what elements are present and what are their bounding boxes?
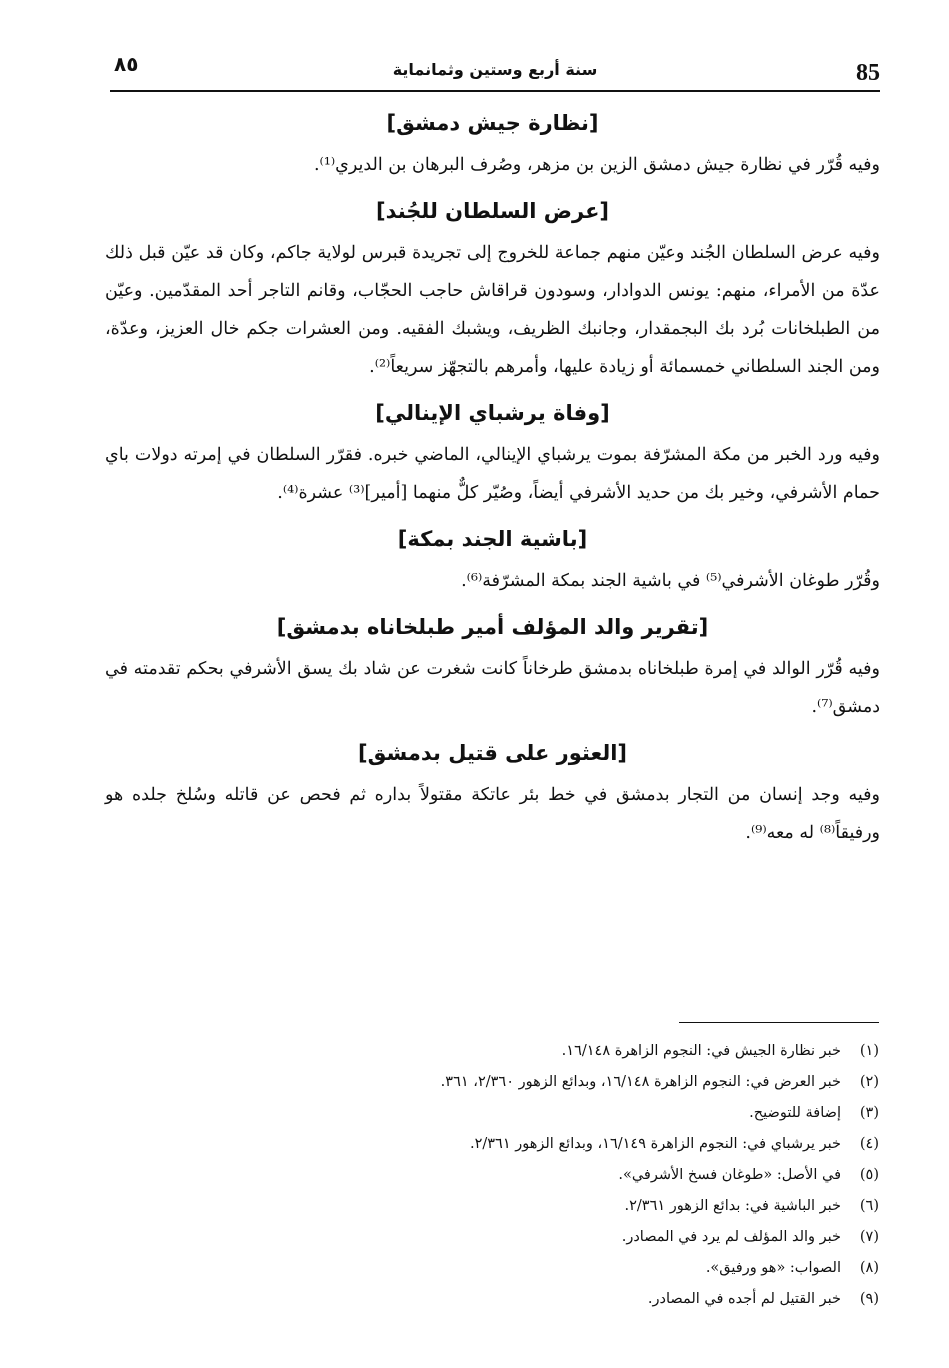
footnote-number: (١) [859, 1043, 879, 1059]
section-heading: [باشية الجند بمكة] [397, 527, 588, 551]
footnote-number: (٤) [859, 1136, 879, 1152]
footnote-number: (٦) [859, 1198, 879, 1214]
footnote [230, 1253, 879, 1284]
footnote [230, 1067, 879, 1098]
footnote-text: إضافة للتوضيح. [749, 1105, 841, 1121]
footnote-number: (٥) [859, 1167, 879, 1183]
section-paragraph: وفيه قُرّر الوالد في إمرة طبلخاناه بدمشق طرخاناً كانت شغرت عن شاد بك يسق الأشرفي بحكم تقدمته في دمشق⁽⁷⁾. [105, 659, 880, 717]
section-heading: [تقرير والد المؤلف أمير طبلخاناه بدمشق] [276, 615, 709, 639]
footnote-text: خبر الباشية في: بدائع الزهور ٢/٣٦١. [624, 1198, 841, 1214]
footnote [230, 1160, 879, 1191]
footnote [230, 1036, 879, 1067]
section-heading: [وفاة يرشباي الإينالي] [375, 401, 610, 425]
footnote-number: (٩) [859, 1291, 879, 1307]
footnote-text: خبر القتيل لم أجده في المصادر. [647, 1291, 841, 1307]
footnote [230, 1098, 879, 1129]
section-paragraph: وقُرّر طوغان الأشرفي⁽⁵⁾ في باشية الجند بمكة المشرّفة⁽⁶⁾. [461, 571, 880, 591]
page-number-latin: 85 [856, 60, 880, 86]
footnote-number: (٢) [859, 1074, 879, 1090]
main-text [105, 108, 880, 864]
footnote-text: خبر العرض في: النجوم الزاهرة ١٦/١٤٨، وبدائع الزهور ٢/٣٦٠، ٣٦١. [440, 1074, 841, 1090]
footnote-text: في الأصل: «طوغان فسخ الأشرفي». [618, 1167, 841, 1183]
section-paragraph: وفيه قُرّر في نظارة جيش دمشق الزين بن مزهر، وصُرف البرهان بن الديري⁽¹⁾. [313, 155, 880, 175]
section-paragraph: وفيه وجد إنسان من التجار بدمشق في خط بئر عاتكة مقتولاً بداره ثم فحص عن قاتله وسُلخ جلده هو ورفيقاً⁽⁸⁾ له معه⁽⁹⁾. [105, 785, 880, 843]
footnote [230, 1129, 879, 1160]
footnote [230, 1191, 879, 1222]
page-number-arabic: ٨٥ [114, 52, 139, 76]
footnote-text: الصواب: «هو ورفيق». [705, 1260, 841, 1276]
footnote-divider [679, 1022, 879, 1023]
footnote [230, 1284, 879, 1315]
footnote-number: (٧) [859, 1229, 879, 1245]
section-heading: [نظارة جيش دمشق] [386, 111, 599, 135]
section-paragraph: وفيه عرض السلطان الجُند وعيّن منهم جماعة للخروج إلى تجريدة قبرس لولاية جاكم، وكان قد عيّن قبل ذلك عدّة من الأمراء، منهم: يونس الدوادار، وسودون قراقاش حاجب الحجّاب، وقانم التاجر أحد المقدّمين. وعيّن من الطبلخانات بُرد بك البجمقدار، وجانبك الظريف، ويشبك الفقيه. ومن العشرات جكم خال العزيز، وعدّة، ومن الجند السلطاني خمسمائة أو زيادة عليها، وأمرهم بالتجهّز سريعاً⁽²⁾. [105, 243, 880, 377]
footnote-text: خبر والد المؤلف لم يرد في المصادر. [621, 1229, 841, 1245]
footnote-number: (٨) [859, 1260, 879, 1276]
section-heading: [عرض السلطان للجُند] [375, 199, 610, 223]
footnote-text: خبر يرشباي في: النجوم الزاهرة ١٦/١٤٩، وبدائع الزهور ٢/٣٦١. [469, 1136, 841, 1152]
footnotes [230, 1036, 879, 1315]
footnote-text: خبر نظارة الجيش في: النجوم الزاهرة ١٦/١٤٨. [561, 1043, 841, 1059]
section-paragraph: وفيه ورد الخبر من مكة المشرّفة بموت يرشباي الإينالي، الماضي خبره. فقرّر السلطان في إمرته دولات باي حمام الأشرفي، وخير بك من حديد الأشرفي أيضاً، وصُيّر كلٌّ منهما [أمير]⁽³⁾ عشرة⁽⁴⁾. [105, 445, 880, 503]
section-heading: [العثور على قتيل بدمشق] [357, 741, 627, 765]
footnote-number: (٣) [859, 1105, 879, 1121]
footnote [230, 1222, 879, 1253]
running-title: سنة أربع وستين وثمانماية [392, 60, 598, 79]
page-header [110, 50, 880, 92]
